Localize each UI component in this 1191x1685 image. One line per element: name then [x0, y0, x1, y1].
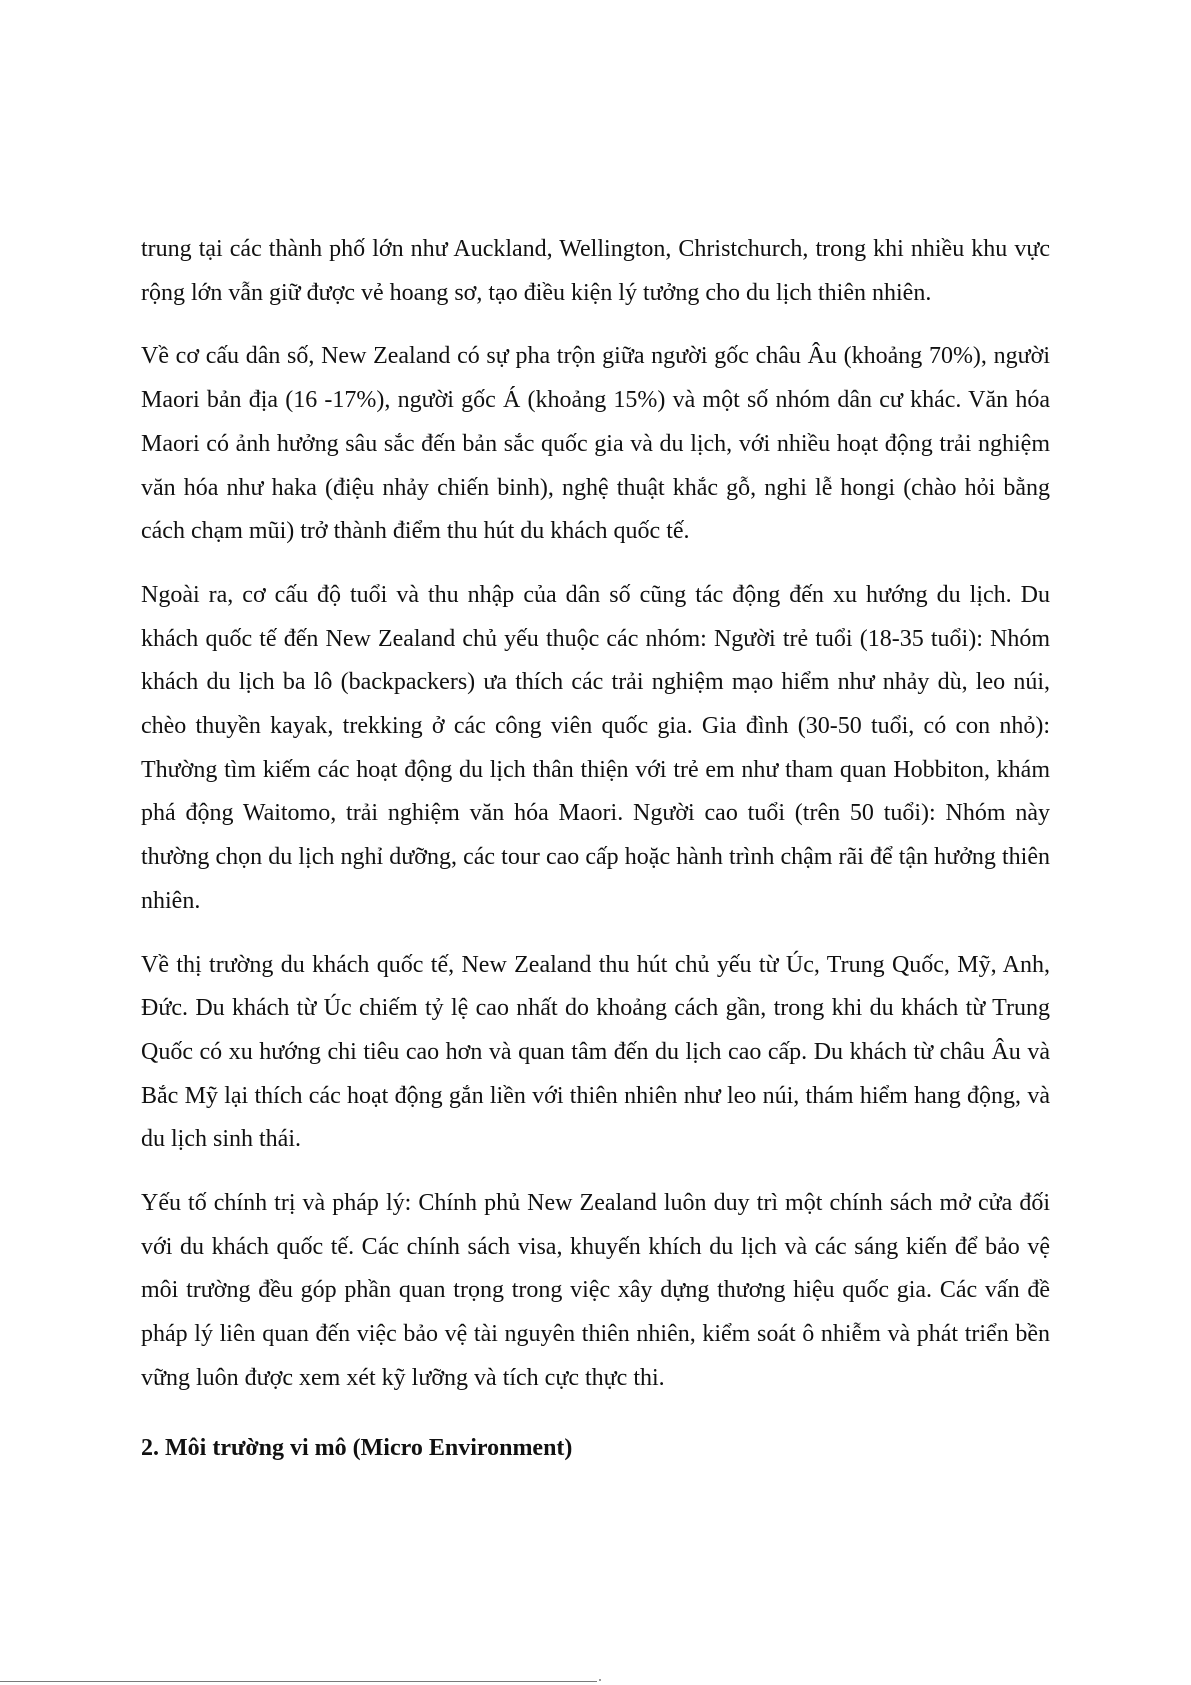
paragraph-political-legal: Yếu tố chính trị và pháp lý: Chính phủ New Zealand luôn duy trì một chính sách mở cửa đối với du khách quốc tế. Các chính sách visa, khuyến khích du lịch và các sáng kiến để bảo vệ môi trường đều góp phần quan trọng trong việc xây dựng thương hiệu quốc gia. Các vấn đề pháp lý liên quan đến việc bảo vệ tài nguyên thiên nhiên, kiểm soát ô nhiễm và phát triển bền vững luôn được xem xét kỹ lưỡng và tích cực thực thi.: [141, 1190, 1050, 1391]
paragraph-age-income-structure: Ngoài ra, cơ cấu độ tuổi và thu nhập của dân số cũng tác động đến xu hướng du lịch. Du khách quốc tế đến New Zealand chủ yếu thuộc các nhóm: Người trẻ tuổi (18-35 tuổi): Nhóm khách du lịch ba lô (backpackers) ưa thích các trải nghiệm mạo hiểm như nhảy dù, leo núi, chèo thuyền kayak, trekking ở các công viên quốc gia. Gia đình (30-50 tuổi, có con nhỏ): Thường tìm kiếm các hoạt động du lịch thân thiện với trẻ em như tham quan Hobbiton, khám phá động Waitomo, trải nghiệm văn hóa Maori. Người cao tuổi (trên 50 tuổi): Nhóm này thường chọn du lịch nghỉ dưỡng, các tour cao cấp hoặc hành trình chậm rãi để tận hưởng thiên nhiên.: [141, 581, 1050, 914]
section-heading-micro-environment: 2. Môi trường vi mô (Micro Environment): [141, 1434, 573, 1461]
page-body: [141, 228, 1050, 1470]
footer-rule: [0, 1681, 597, 1682]
paragraph-international-markets: Về thị trường du khách quốc tế, New Zealand thu hút chủ yếu từ Úc, Trung Quốc, Mỹ, Anh, Đức. Du khách từ Úc chiếm tỷ lệ cao nhất do khoảng cách gần, trong khi du khách từ Trung Quốc có xu hướng chi tiêu cao hơn và quan tâm đến du lịch cao cấp. Du khách từ châu Âu và Bắc Mỹ lại thích các hoạt động gắn liền với thiên nhiên như leo núi, thám hiểm hang động, và du lịch sinh thái.: [141, 951, 1050, 1153]
paragraph-urban-concentration: trung tại các thành phố lớn như Auckland, Wellington, Christchurch, trong khi nhiều khu vực rộng lớn vẫn giữ được vẻ hoang sơ, tạo điều kiện lý tưởng cho du lịch thiên nhiên.: [141, 236, 1050, 306]
paragraph-population-structure: Về cơ cấu dân số, New Zealand có sự pha trộn giữa người gốc châu Âu (khoảng 70%), người Maori bản địa (16 -17%), người gốc Á (khoảng 15%) và một số nhóm dân cư khác. Văn hóa Maori có ảnh hưởng sâu sắc đến bản sắc quốc gia và du lịch, với nhiều hoạt động trải nghiệm văn hóa như haka (điệu nhảy chiến binh), nghệ thuật khắc gỗ, nghi lễ hongi (chào hỏi bằng cách chạm mũi) trở thành điểm thu hút du khách quốc tế.: [141, 343, 1050, 545]
footer-rule-end-mark: [599, 1679, 601, 1681]
